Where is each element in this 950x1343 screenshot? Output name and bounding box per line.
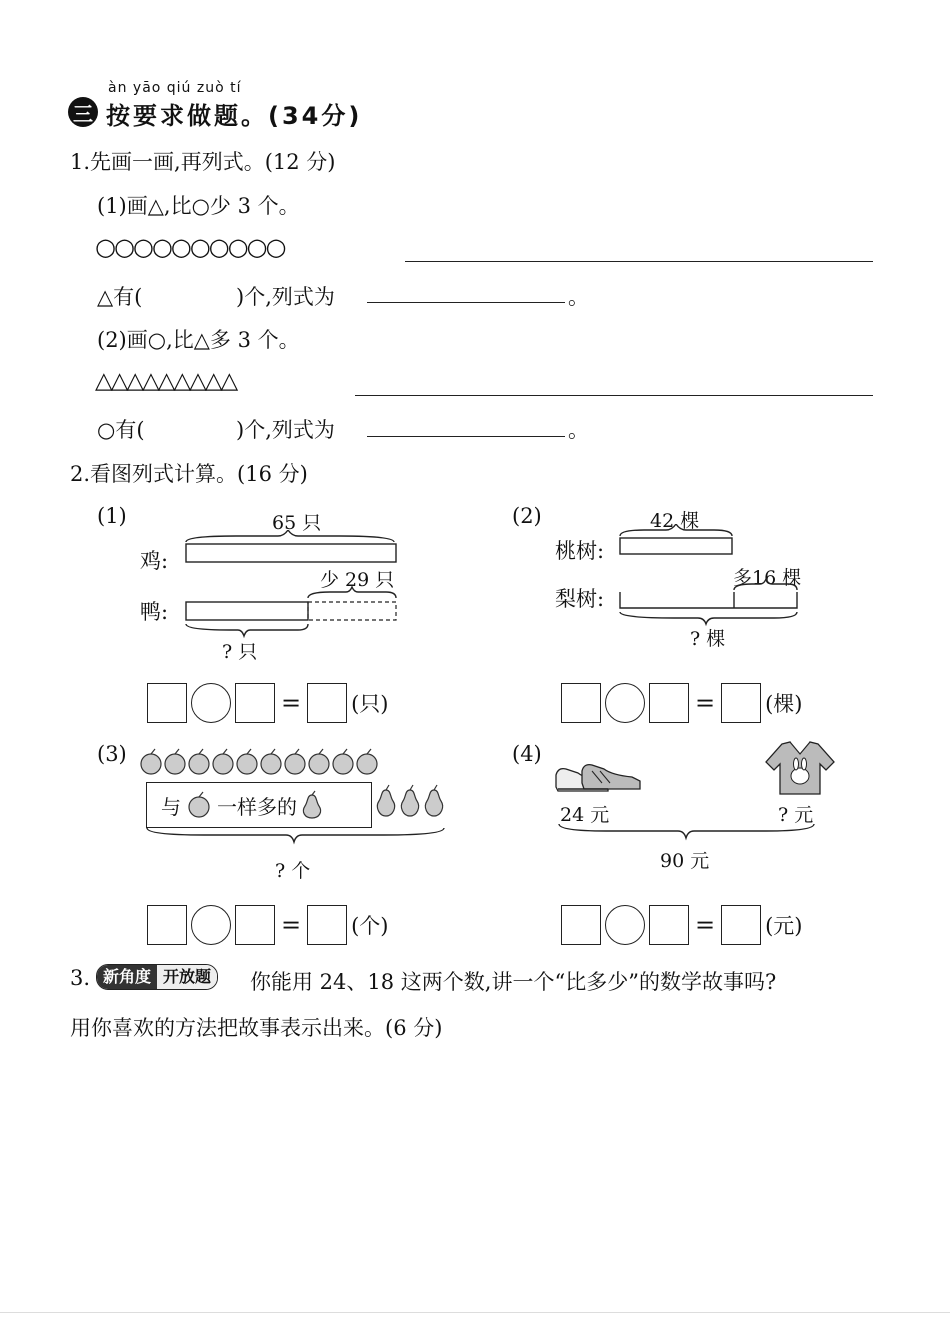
q2-p1-box-2[interactable] — [235, 683, 275, 723]
q2-p1-result-box[interactable] — [307, 683, 347, 723]
q1-p1-circles: ○○○○○○○○○○ — [95, 233, 285, 261]
q1-p2-instruction: (2)画○,比△多 3 个。 — [97, 328, 300, 352]
equals-sign: = — [281, 911, 302, 939]
q2-p3-operator-circle[interactable] — [191, 905, 231, 945]
q2-p3-box-1[interactable] — [147, 905, 187, 945]
apple-icon — [185, 791, 213, 819]
q2-p4-right-label: ? 元 — [778, 804, 814, 826]
q2-p4-unit: (元) — [765, 914, 803, 938]
q1-p1-formula-line[interactable] — [367, 302, 565, 303]
q2-p1-row1-label: 鸡: — [140, 549, 169, 573]
q2-p3-bottom-brace — [144, 826, 449, 852]
q1-p2-triangles: △△△△△△△△△ — [95, 368, 237, 394]
q1-p2-formula-line[interactable] — [367, 436, 565, 437]
q2-p4-label: (4) — [512, 742, 542, 766]
shirt-icon — [764, 740, 836, 798]
q2-p4-result-box[interactable] — [721, 905, 761, 945]
q2-p4-operator-circle[interactable] — [605, 905, 645, 945]
q2-p3-condition-box — [146, 782, 372, 828]
q2-p1-mid-label: 少 29 只 — [320, 569, 395, 591]
q2-p4-equation — [561, 905, 803, 945]
q2-p2-bar-diagram — [614, 524, 804, 629]
apple-row-icon — [138, 746, 383, 778]
section-title: 按要求做题。(34分) — [106, 102, 363, 130]
q2-p4-bottom-brace — [556, 822, 818, 848]
q2-p1-operator-circle[interactable] — [191, 683, 231, 723]
shoes-icon — [552, 757, 644, 795]
q2-p3-box-post: 一样多的 — [217, 794, 297, 819]
q2-p3-label: (3) — [97, 742, 127, 766]
q1-p2-answer-prefix: ○有( — [97, 418, 145, 442]
q1-p2-answer-mid: )个,列式为 — [236, 418, 335, 442]
q2-p3-equation — [147, 905, 389, 945]
q3-badge-new-angle: 新角度 — [97, 965, 157, 989]
q1-p1-answer-end: 。 — [568, 285, 589, 309]
q3-line-1: 你能用 24、18 这两个数,讲一个“比多少”的数学故事吗? — [250, 970, 777, 994]
q2-p2-bottom-label: ? 棵 — [690, 628, 726, 650]
q2-p1-bottom-label: ? 只 — [222, 641, 258, 663]
q2-p2-unit: (棵) — [765, 692, 803, 716]
q1-p1-instruction: (1)画△,比○少 3 个。 — [97, 194, 300, 218]
q1-p1-answer-prefix: △有( — [97, 285, 143, 309]
q2-p4-box-1[interactable] — [561, 905, 601, 945]
q2-p2-top-label: 42 棵 — [650, 510, 700, 532]
q2-p1-row2-label: 鸭: — [140, 600, 169, 624]
q3-badge-open-question: 开放题 — [157, 965, 217, 989]
q2-p1-bar-diagram — [180, 530, 405, 640]
q2-p2-row1-label: 桃树: — [555, 539, 605, 563]
q2-p1-unit: (只) — [351, 692, 389, 716]
q2-p2-label: (2) — [512, 504, 542, 528]
q1-p1-count-blank[interactable] — [163, 284, 233, 308]
page-bottom-divider — [0, 1312, 950, 1313]
q2-p3-result-box[interactable] — [307, 905, 347, 945]
q3-number: 3. — [70, 966, 91, 990]
q2-p2-operator-circle[interactable] — [605, 683, 645, 723]
q2-p1-equation — [147, 683, 389, 723]
q2-p4-bottom-label: 90 元 — [660, 850, 710, 872]
q2-p1-top-label: 65 只 — [272, 512, 322, 534]
section-pinyin: àn yāo qiú zuò tí — [108, 80, 242, 96]
q2-title: 2.看图列式计算。(16 分) — [70, 462, 308, 486]
q2-p2-equation — [561, 683, 803, 723]
section-number-badge: 三 — [68, 97, 98, 127]
q1-p2-count-blank[interactable] — [163, 417, 233, 441]
pear-group-icon — [372, 782, 452, 822]
q2-p3-unit: (个) — [351, 914, 389, 938]
q1-p1-answer-mid: )个,列式为 — [236, 285, 335, 309]
pear-icon — [299, 790, 325, 820]
q1-p1-draw-line[interactable] — [405, 261, 873, 262]
q2-p2-box-1[interactable] — [561, 683, 601, 723]
q2-p2-box-2[interactable] — [649, 683, 689, 723]
q2-p3-bottom-label: ? 个 — [275, 860, 311, 882]
q3-line-2: 用你喜欢的方法把故事表示出来。(6 分) — [70, 1016, 443, 1040]
q2-p2-mid-label: 多16 棵 — [733, 567, 802, 589]
equals-sign: = — [281, 689, 302, 717]
q2-p1-box-1[interactable] — [147, 683, 187, 723]
equals-sign: = — [695, 911, 716, 939]
q2-p3-box-pre: 与 — [161, 794, 181, 819]
q2-p1-label: (1) — [97, 504, 127, 528]
q2-p3-box-2[interactable] — [235, 905, 275, 945]
q2-p4-left-label: 24 元 — [560, 804, 610, 826]
q1-p2-draw-line[interactable] — [355, 395, 873, 396]
q1-p2-answer-end: 。 — [568, 418, 589, 442]
q3-tag-badge — [96, 964, 218, 990]
q1-title: 1.先画一画,再列式。(12 分) — [70, 150, 336, 174]
q2-p2-result-box[interactable] — [721, 683, 761, 723]
q2-p4-box-2[interactable] — [649, 905, 689, 945]
equals-sign: = — [695, 689, 716, 717]
q2-p2-row2-label: 梨树: — [555, 587, 605, 611]
